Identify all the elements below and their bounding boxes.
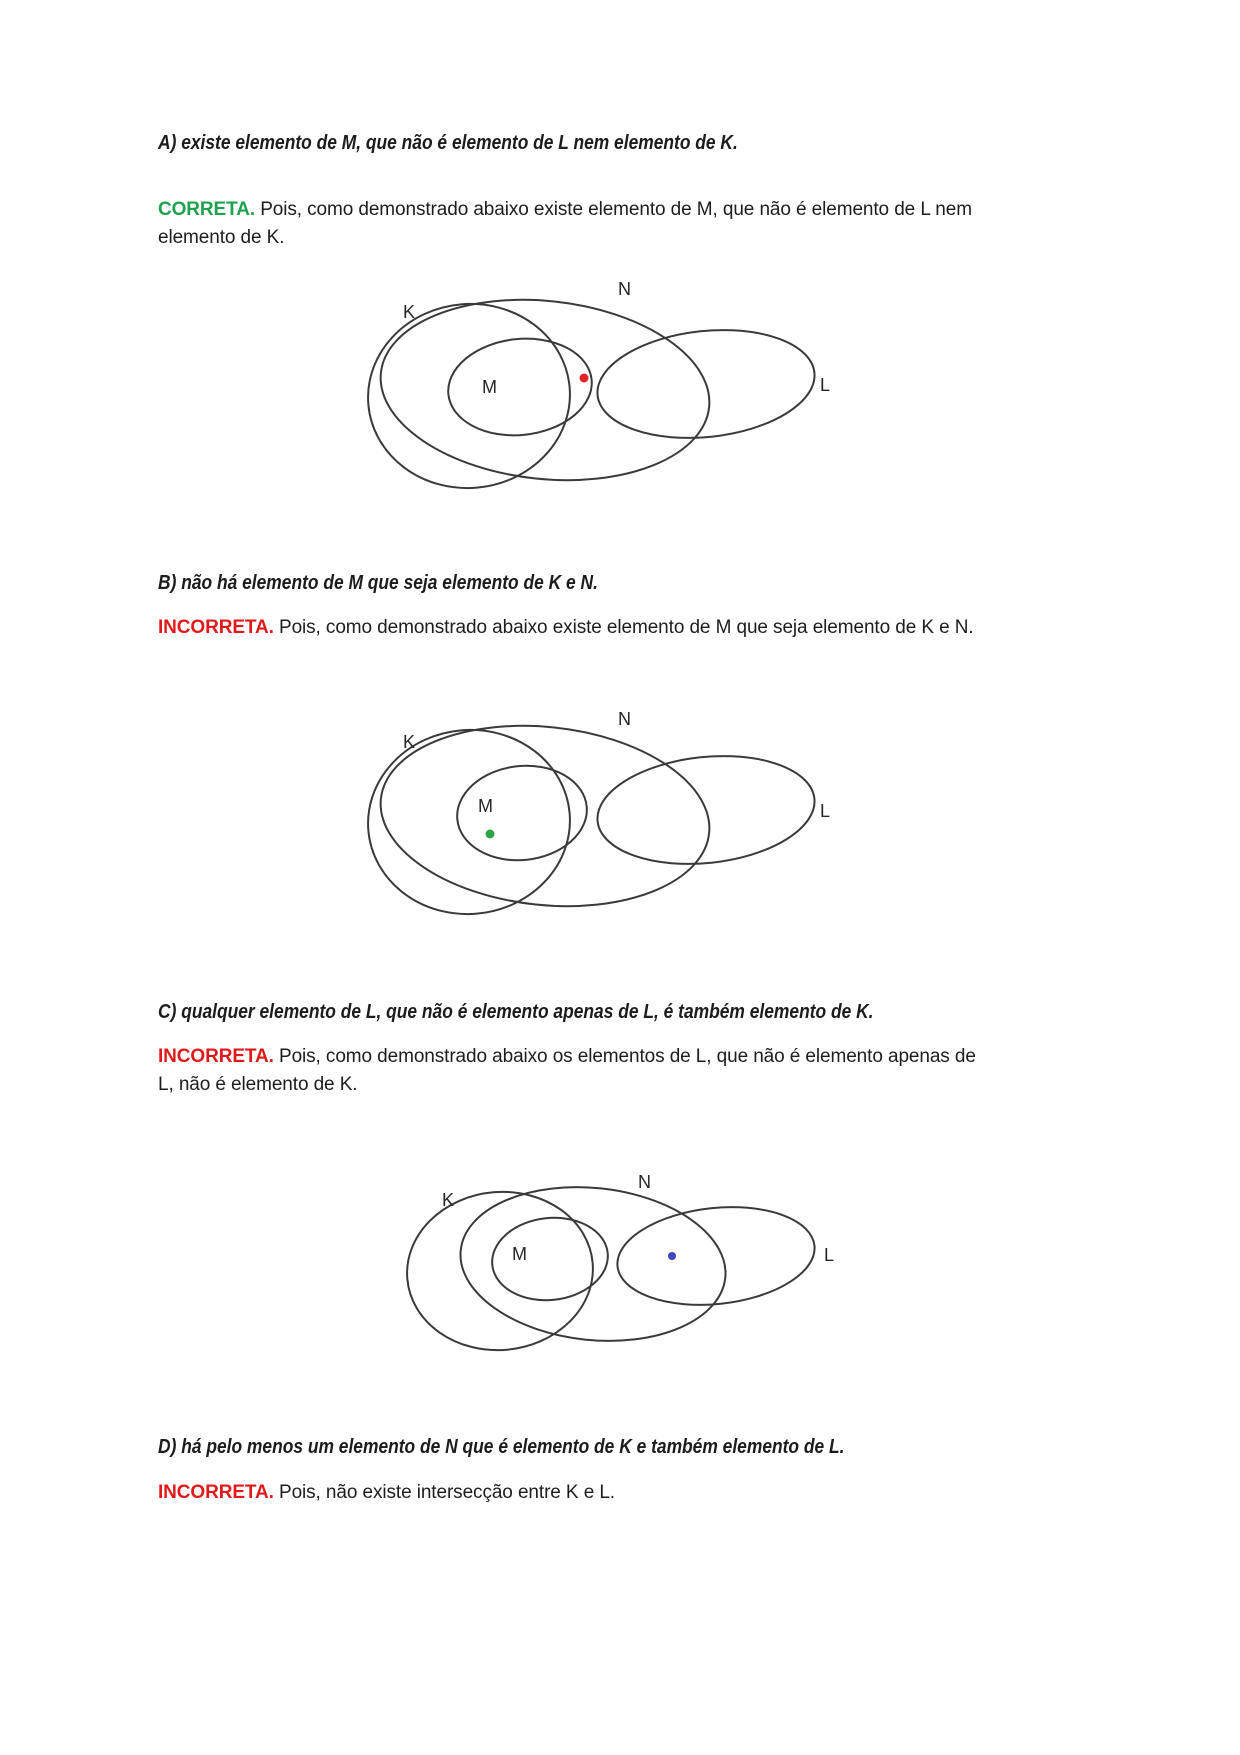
answer-c-text-1: Pois, como demonstrado abaixo os elementos de L, que não é elemento apenas de <box>279 1046 976 1067</box>
answer-c-text-2: L, não é elemento de K. <box>158 1073 358 1095</box>
venn-diagram-b <box>290 700 870 940</box>
set-m-ellipse <box>443 332 596 443</box>
set-n-ellipse <box>372 284 719 496</box>
set-k-ellipse <box>400 1184 599 1358</box>
set-n-label: N <box>638 1172 651 1192</box>
set-k-label: K <box>403 732 416 752</box>
set-k-ellipse <box>360 296 577 497</box>
answer-c-verdict: INCORRETA. <box>158 1046 274 1067</box>
set-l-label: L <box>820 375 831 395</box>
answer-c-paragraph <box>158 1043 976 1098</box>
answer-b-text-1: Pois, como demonstrado abaixo existe elemento de M que seja elemento de K e N. <box>279 617 974 638</box>
set-k-label: K <box>403 302 416 322</box>
answer-a-verdict: CORRETA. <box>158 199 256 220</box>
answer-d-verdict: INCORRETA. <box>158 1482 274 1503</box>
set-k-label: K <box>442 1190 455 1210</box>
set-l-label: L <box>820 801 831 821</box>
set-n-label: N <box>618 279 631 299</box>
venn-diagram-c <box>380 1160 860 1365</box>
set-k-ellipse <box>360 722 577 923</box>
answer-d-text-1: Pois, não existe intersecção entre K e L. <box>279 1482 615 1503</box>
element-dot-blue <box>668 1252 676 1260</box>
set-m-ellipse <box>452 759 591 866</box>
set-n-ellipse <box>372 710 719 922</box>
question-d-heading: D) há pelo menos um elemento de N que é elemento de K e também elemento de L. <box>158 1436 845 1458</box>
answer-b-verdict: INCORRETA. <box>158 617 274 638</box>
answer-c-line-1 <box>158 1046 976 1067</box>
element-dot-green <box>486 830 495 839</box>
answer-a-line-1 <box>158 199 972 220</box>
set-m-label: M <box>512 1244 527 1264</box>
element-dot-red <box>580 374 589 383</box>
answer-a-text-1: Pois, como demonstrado abaixo existe elemento de M, que não é elemento de L nem <box>260 199 972 220</box>
venn-diagram-a <box>290 268 870 508</box>
set-m-label: M <box>482 377 497 397</box>
answer-a-paragraph <box>158 196 972 251</box>
set-m-label: M <box>478 796 493 816</box>
answer-a-text-2: elemento de K. <box>158 226 285 248</box>
answer-b-paragraph <box>158 614 974 642</box>
set-l-ellipse <box>613 1198 820 1314</box>
question-a-heading: A) existe elemento de M, que não é elemento de L nem elemento de K. <box>158 132 738 154</box>
question-c-heading: C) qualquer elemento de L, que não é elemento apenas de L, é também elemento de K. <box>158 1001 874 1023</box>
answer-d-paragraph <box>158 1479 615 1507</box>
set-m-ellipse <box>488 1212 612 1306</box>
set-n-label: N <box>618 709 631 729</box>
set-l-label: L <box>824 1245 835 1265</box>
question-b-heading: B) não há elemento de M que seja elemento de K e N. <box>158 572 598 594</box>
